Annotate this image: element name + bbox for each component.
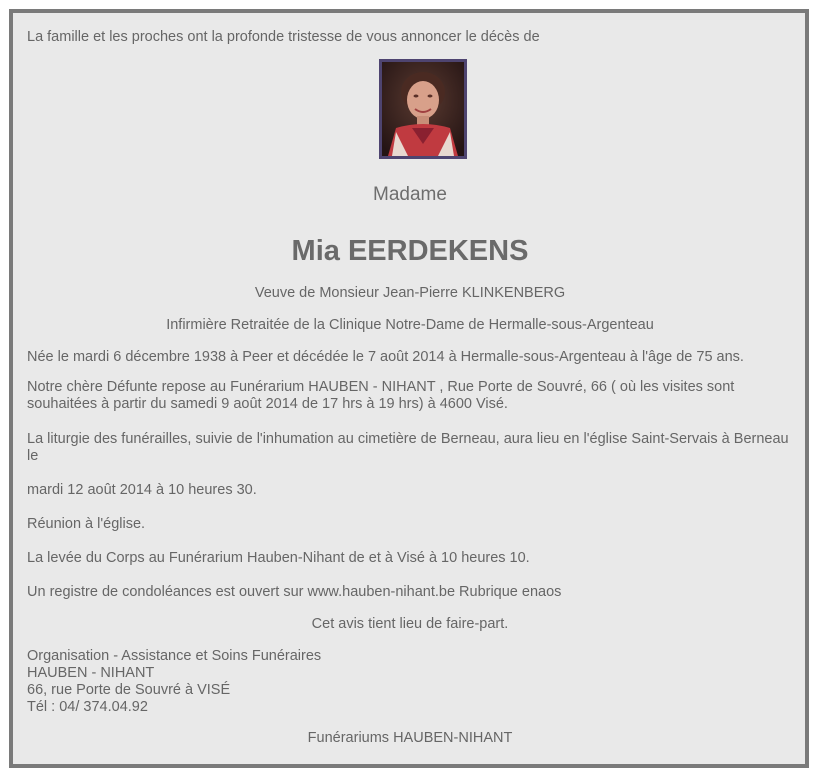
- portrait-photo: [379, 59, 467, 159]
- birth-death-text: Née le mardi 6 décembre 1938 à Peer et décédée le 7 août 2014 à Hermalle-sous-Argenteau à l'âge de 75 ans.: [27, 349, 744, 365]
- title-madame: Madame: [373, 184, 447, 205]
- body-removal-text: La levée du Corps au Funérarium Hauben-Nihant de et à Visé à 10 heures 10.: [27, 550, 530, 566]
- profession-text: Infirmière Retraitée de la Clinique Notre-Dame de Hermalle-sous-Argenteau: [166, 317, 654, 333]
- intro-text: La famille et les proches ont la profonde tristesse de vous annoncer le décès de: [27, 29, 540, 45]
- deceased-name: Mia EERDEKENS: [291, 235, 529, 267]
- liturgy-date-text: mardi 12 août 2014 à 10 heures 30.: [27, 482, 257, 498]
- organisation-line-3: 66, rue Porte de Souvré à VISÉ: [27, 682, 231, 698]
- footer-text: Funérariums HAUBEN-NIHANT: [307, 730, 513, 746]
- organisation-line-1: Organisation - Assistance et Soins Funéraires: [27, 648, 322, 664]
- notice-text: Cet avis tient lieu de faire-part.: [311, 616, 509, 632]
- condolences-text: Un registre de condoléances est ouvert sur www.hauben-nihant.be Rubrique enaos: [27, 584, 562, 600]
- liturgy-text: La liturgie des funérailles, suivie de l'inhumation au cimetière de Berneau, aura lieu en l'église Saint-Servais à Berneau le: [27, 431, 789, 464]
- organisation-line-2: HAUBEN - NIHANT: [27, 665, 155, 681]
- obituary-frame: [9, 9, 809, 768]
- widow-of-text: Veuve de Monsieur Jean-Pierre KLINKENBERG: [254, 285, 566, 301]
- organisation-line-4: Tél : 04/ 374.04.92: [27, 699, 148, 715]
- rest-place-text: Notre chère Défunte repose au Funérarium HAUBEN - NIHANT , Rue Porte de Souvré, 66 ( où les visites sont souhaitées à partir du samedi 9 août 2014 de 17 hrs à 19 hrs) à 4600 Visé.: [27, 379, 735, 412]
- meeting-text: Réunion à l'église.: [27, 516, 146, 532]
